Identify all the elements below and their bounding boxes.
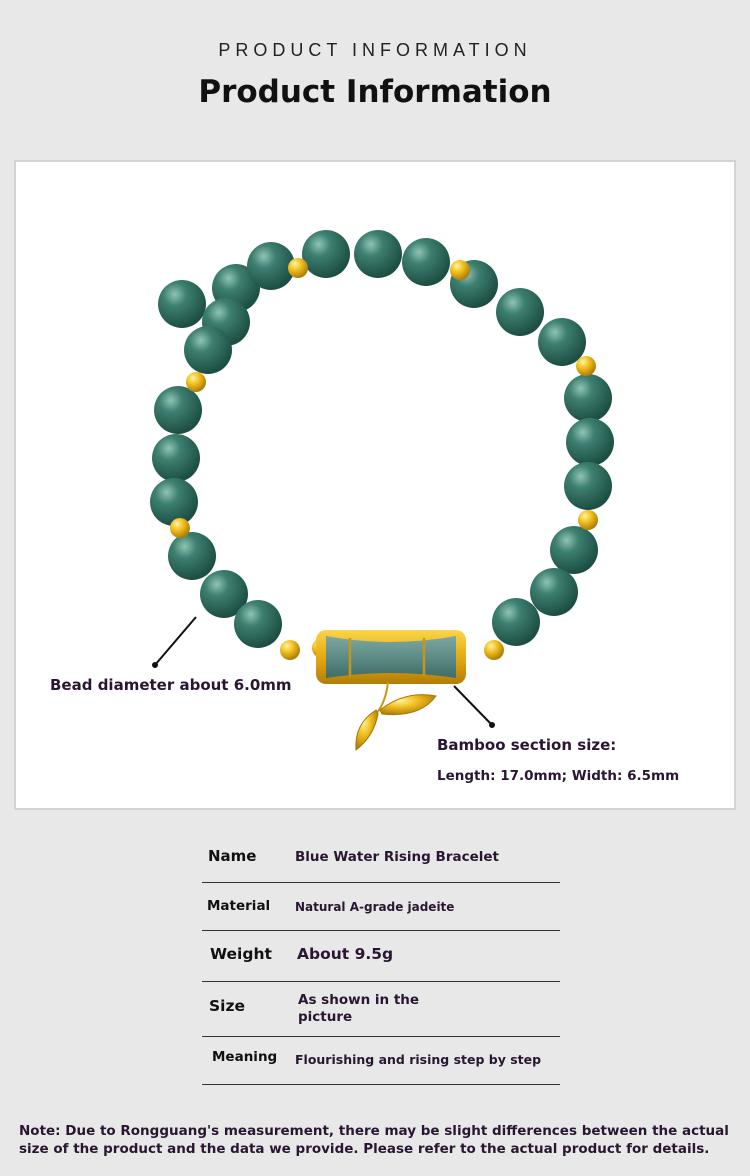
spec-label: Weight <box>210 945 272 963</box>
jade-bead <box>168 532 216 580</box>
spec-row-material <box>202 883 560 931</box>
spec-label: Size <box>209 997 246 1015</box>
spec-value: Flourishing and rising step by step <box>295 1052 542 1067</box>
bamboo-charm <box>316 630 466 750</box>
gold-spacer-bead <box>450 260 470 280</box>
jade-bead <box>152 434 200 482</box>
bead-callout-leader <box>155 617 196 665</box>
jade-bead <box>492 598 540 646</box>
jade-bead <box>154 386 202 434</box>
jade-bead <box>234 600 282 648</box>
spec-label: Name <box>208 847 257 865</box>
spec-value: Blue Water Rising Bracelet <box>295 849 499 865</box>
jade-bead <box>402 238 450 286</box>
gold-spacer-bead <box>288 258 308 278</box>
jade-bead <box>564 374 612 422</box>
jade-bead <box>247 242 295 290</box>
spec-row-name <box>202 830 560 883</box>
spec-table <box>202 830 560 1085</box>
jade-bead <box>550 526 598 574</box>
spec-row-meaning <box>202 1037 560 1085</box>
jade-bead <box>538 318 586 366</box>
jade-bead <box>184 326 232 374</box>
bracelet-illustration <box>16 162 734 808</box>
jade-bead <box>158 280 206 328</box>
spec-value: As shown in the picture <box>298 992 420 1025</box>
gold-spacer-bead <box>484 640 504 660</box>
spec-row-weight <box>202 931 560 982</box>
jade-bead <box>564 462 612 510</box>
bamboo-callout-leader <box>454 686 492 725</box>
disclaimer-note: Note: Due to Rongguang's measurement, there may be slight differences between the actual size of the product and the data we provide. Please refer to the actual product for details. <box>19 1123 729 1157</box>
gold-spacer-bead <box>170 518 190 538</box>
gold-spacer-bead <box>576 356 596 376</box>
page-title: Product Information <box>198 74 552 110</box>
bracelet-beads <box>150 230 614 660</box>
spec-label: Meaning <box>212 1049 278 1065</box>
jade-bead <box>354 230 402 278</box>
jade-bead <box>530 568 578 616</box>
page-eyebrow: PRODUCT INFORMATION <box>218 40 532 60</box>
gold-spacer-bead <box>578 510 598 530</box>
bead-diameter-callout: Bead diameter about 6.0mm <box>50 676 292 694</box>
jade-bead <box>496 288 544 336</box>
jade-bead <box>566 418 614 466</box>
gold-spacer-bead <box>186 372 206 392</box>
spec-value: About 9.5g <box>297 945 394 963</box>
bamboo-size-callout-title: Bamboo section size: <box>437 736 617 754</box>
spec-row-size <box>202 982 560 1037</box>
spec-label: Material <box>207 898 271 914</box>
bamboo-size-callout-dims: Length: 17.0mm; Width: 6.5mm <box>437 768 680 784</box>
spec-value: Natural A-grade jadeite <box>295 900 455 914</box>
product-photo-panel <box>14 160 736 810</box>
gold-spacer-bead <box>280 640 300 660</box>
jade-bead <box>302 230 350 278</box>
jade-bead <box>150 478 198 526</box>
